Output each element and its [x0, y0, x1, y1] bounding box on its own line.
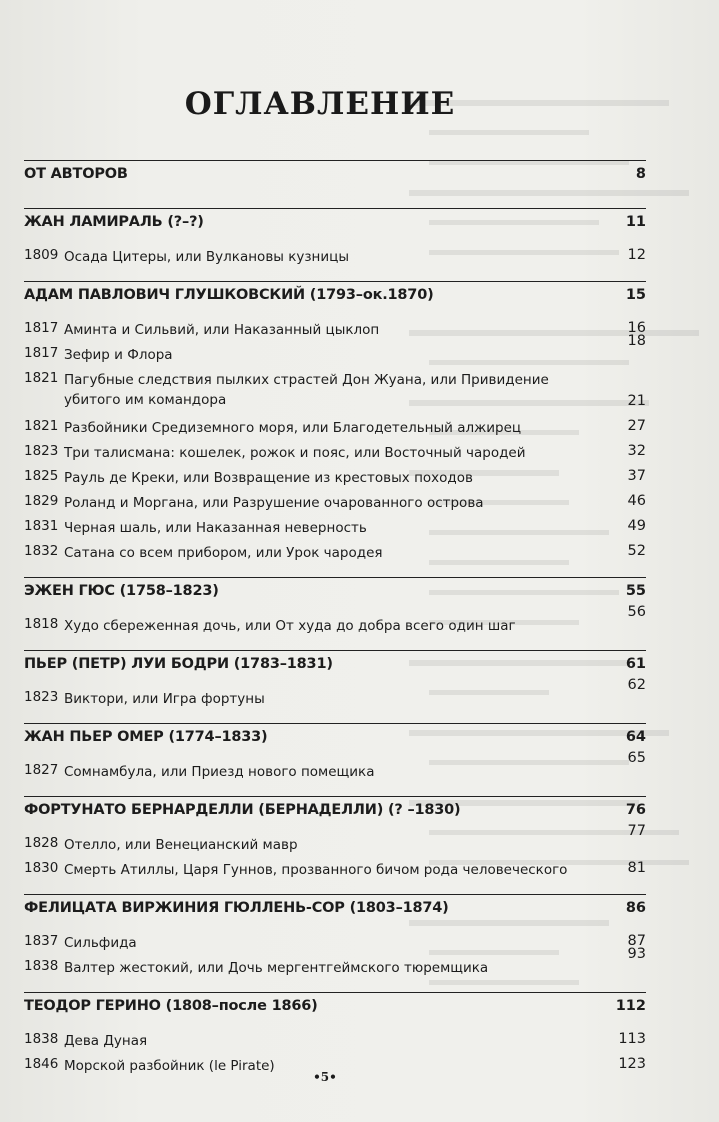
entry-year: 1818	[24, 616, 59, 632]
entry-year: 1827	[24, 762, 59, 778]
toc-entry[interactable]	[24, 823, 646, 855]
entry-title: Осада Цитеры, или Вулкановы кузницы	[64, 249, 349, 265]
toc-author-row[interactable]	[24, 993, 646, 1026]
toc-entry[interactable]	[24, 413, 646, 438]
page-number: 18	[627, 333, 646, 349]
entry-title: Аминта и Сильвий, или Наказанный цыклоп	[64, 322, 380, 338]
page-number: 81	[627, 860, 646, 876]
toc-entry[interactable]	[24, 333, 646, 365]
toc-heading: ОГЛАВЛЕНИЕ	[184, 86, 456, 122]
table-of-contents	[24, 156, 646, 1076]
toc-entry[interactable]	[24, 438, 646, 463]
page-number: 64	[625, 729, 646, 745]
entry-title: Смерть Атиллы, Царя Гуннов, прозванного бичом рода человеческого	[64, 862, 568, 878]
entry-title: Валтер жестокий, или Дочь мергентгеймского тюремщика	[64, 960, 489, 976]
page-folio: •5•	[313, 1070, 337, 1084]
entry-year: 1823	[24, 443, 59, 459]
entry-title: Сомнамбула, или Приезд нового помещика	[64, 764, 375, 780]
entry-year: 1809	[24, 247, 59, 263]
entry-title: Черная шаль, или Наказанная неверность	[64, 520, 367, 536]
toc-author-row[interactable]	[24, 161, 646, 194]
entry-title: Три талисмана: кошелек, рожок и пояс, или Восточный чародей	[64, 445, 526, 461]
entry-year: 1838	[24, 1031, 59, 1047]
entry-year: 1846	[24, 1056, 59, 1072]
toc-entry[interactable]	[24, 1026, 646, 1051]
toc-author-row[interactable]	[24, 209, 646, 242]
page-number: 55	[625, 583, 646, 599]
page-number: 46	[627, 493, 646, 509]
page-number: 16	[627, 320, 646, 336]
entry-year: 1821	[24, 370, 59, 386]
toc-entry[interactable]	[24, 750, 646, 782]
author-name: ФОРТУНАТО БЕРНАРДЕЛЛИ (БЕРНАДЕЛЛИ) (? –1830)	[24, 802, 461, 818]
page-number: 12	[627, 247, 646, 263]
entry-title: Пагубные следствия пылких страстей Дон Жуана, или Привидение убитого им командора	[64, 372, 549, 408]
page-number: 93	[627, 946, 646, 962]
entry-title: Зефир и Флора	[64, 347, 173, 363]
author-name: ПЬЕР (ПЕТР) ЛУИ БОДРИ (1783–1831)	[24, 656, 333, 672]
toc-entry[interactable]	[24, 463, 646, 488]
author-name: ЖАН ЛАМИРАЛЬ (?–?)	[24, 214, 204, 230]
entry-year: 1817	[24, 320, 59, 336]
page-number: 52	[627, 543, 646, 559]
toc-author-row[interactable]	[24, 578, 646, 611]
entry-title: Рауль де Креки, или Возвращение из крестовых походов	[64, 470, 473, 486]
page-number: 123	[618, 1056, 646, 1072]
toc-entry[interactable]	[24, 513, 646, 538]
toc-entry[interactable]	[24, 855, 646, 880]
page-number: 11	[625, 214, 646, 230]
toc-entry[interactable]	[24, 365, 646, 413]
entry-year: 1817	[24, 345, 59, 361]
page-number: 62	[627, 677, 646, 693]
entry-year: 1828	[24, 835, 59, 851]
author-name: ЖАН ПЬЕР ОМЕР (1774–1833)	[24, 729, 268, 745]
page-number: 21	[627, 393, 646, 409]
page-number: 56	[627, 604, 646, 620]
page-number: 77	[627, 823, 646, 839]
entry-year: 1838	[24, 958, 59, 974]
page-number: 61	[625, 656, 646, 672]
entry-year: 1825	[24, 468, 59, 484]
entry-year: 1832	[24, 543, 59, 559]
author-name: АДАМ ПАВЛОВИЧ ГЛУШКОВСКИЙ (1793–ок.1870)	[24, 287, 434, 303]
page-number: 86	[625, 900, 646, 916]
page-number: 76	[625, 802, 646, 818]
page-number: 49	[627, 518, 646, 534]
entry-title: Отелло, или Венецианский мавр	[64, 837, 298, 853]
entry-year: 1830	[24, 860, 59, 876]
entry-title: Виктори, или Игра фортуны	[64, 691, 265, 707]
entry-year: 1831	[24, 518, 59, 534]
entry-year: 1837	[24, 933, 59, 949]
page-number: 113	[618, 1031, 646, 1047]
entry-title: Сильфида	[64, 935, 137, 951]
toc-entry[interactable]	[24, 242, 646, 267]
author-name: ОТ АВТОРОВ	[24, 166, 128, 182]
page-number: 65	[627, 750, 646, 766]
page-number: 32	[627, 443, 646, 459]
entry-title: Худо сбереженная дочь, или От худа до добра всего один шаг	[64, 618, 516, 634]
author-name: ФЕЛИЦАТА ВИРЖИНИЯ ГЮЛЛЕНЬ-СОР (1803–1874)	[24, 900, 449, 916]
toc-author-row[interactable]	[24, 724, 646, 757]
toc-entry[interactable]	[24, 488, 646, 513]
entry-title: Разбойники Средиземного моря, или Благодетельный алжирец	[64, 420, 522, 436]
entry-year: 1829	[24, 493, 59, 509]
author-name: ЭЖЕН ГЮС (1758–1823)	[24, 583, 219, 599]
author-name: ТЕОДОР ГЕРИНО (1808–после 1866)	[24, 998, 318, 1014]
entry-year: 1821	[24, 418, 59, 434]
toc-entry[interactable]	[24, 315, 646, 340]
toc-author-row[interactable]	[24, 282, 646, 315]
toc-author-row[interactable]	[24, 797, 646, 830]
entry-title: Дева Дуная	[64, 1033, 148, 1049]
toc-entry[interactable]	[24, 928, 646, 953]
page-number: 8	[635, 166, 646, 182]
toc-entry[interactable]	[24, 604, 646, 636]
entry-title: Сатана со всем прибором, или Урок чародея	[64, 545, 383, 561]
entry-title: Роланд и Моргана, или Разрушение очарованного острова	[64, 495, 484, 511]
page-number: 15	[625, 287, 646, 303]
page-number: 112	[615, 998, 646, 1014]
toc-author-row[interactable]	[24, 651, 646, 684]
toc-entry[interactable]	[24, 946, 646, 978]
toc-entry[interactable]	[24, 677, 646, 709]
entry-year: 1823	[24, 689, 59, 705]
toc-author-row[interactable]	[24, 895, 646, 928]
entry-title: Морской разбойник (le Pirate)	[64, 1058, 275, 1074]
page-number: 27	[627, 418, 646, 434]
page-number: 87	[627, 933, 646, 949]
toc-entry[interactable]	[24, 538, 646, 563]
page-number: 37	[627, 468, 646, 484]
